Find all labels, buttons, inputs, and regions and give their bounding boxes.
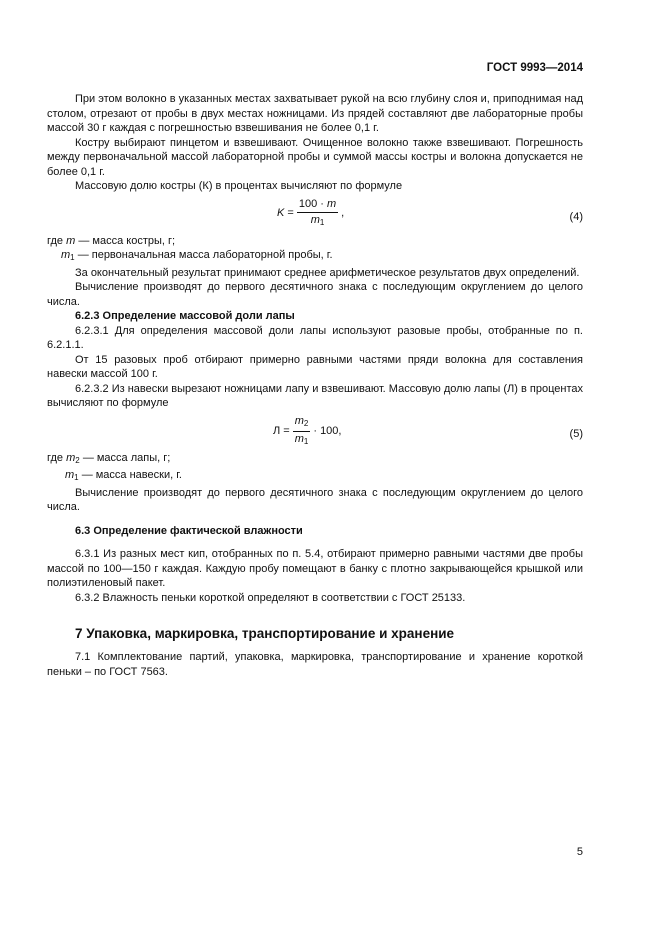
where-4-line-2: $m_1$ — первоначальная масса лабораторной пробы, г. [61,249,333,262]
formula-4-expression [277,198,344,229]
paragraph-7-1: 7.1 Комплектование партий, упаковка, маркировка, транспортирование и хранение короткой пеньки – по ГОСТ 7563. [47,651,583,678]
formula-5-lhs: Л [273,424,281,437]
section-heading-7: 7 Упаковка, маркировка, транспортирование и хранение [75,626,455,641]
paragraph-final-result: За окончательный результат принимают среднее арифметическое результатов двух определений. [75,266,580,279]
section-heading-6-3: 6.3 Определение фактической влажности [75,524,303,537]
formula-5-eq: = [283,424,290,437]
where-5-line-2: $m_1$ — масса навески, г. [65,469,182,482]
formula-5-number: (5) [569,427,583,440]
paragraph-15-samples: От 15 разовых проб отбирают примерно равными частями пряди волокна для составления навески массой 100 г. [47,353,583,380]
formula-4-tail: , [341,206,345,219]
formula-5-fraction [293,415,311,448]
paragraph-6-2-3-2: 6.2.3.2 Из навески вырезают ножницами лапу и взвешивают. Массовую долю лапы (Л) в процентах вычисляют по формуле [47,382,583,409]
paragraph-6-2-3-1: 6.2.3.1 Для определения массовой доли лапы используют разовые пробы, отобранные по п. 6.2.1.1. [47,324,583,351]
formula-5-expression [273,415,341,448]
document-code-header: ГОСТ 9993—2014 [486,62,583,74]
document-body [47,92,583,679]
page-number: 5 [576,846,583,858]
paragraph-shive-weighing: Костру выбирают пинцетом и взвешивают. Очищенное волокно также взвешивают. Погрешность между первоначальной массой лабораторной пробы и суммой массы костры и волокна допускается не более 0,1 г. [47,136,583,178]
formula-5-denominator: $m_1$ [294,432,309,446]
paragraph-fiber-sampling: При этом волокно в указанных местах захватывает рукой на всю глубину слоя и, приподнимая над столом, отрезают от пробы в двух местах ножницами. Из прядей составляют две лабораторные пробы массой 30 г каждая с погрешностью взвешивания не более 0,1 г. [47,93,583,134]
paragraph-6-3-1: 6.3.1 Из разных мест кип, отобранных по п. 5.4, отбирают примерно равными частями две пробы массой по 100—150 г каждая. Каждую пробу помещают в банку с плотно закрывающейся крышкой или полиэтиленовый пакет. [47,548,583,589]
paragraph-6-3-2: 6.3.2 Влажность пеньки короткой определяют в соответствии с ГОСТ 25133. [75,591,466,604]
formula-4-eq: = [287,206,294,219]
where-5-line-1: где $m_2$ — масса лапы, г; [47,451,171,465]
paragraph-shive-formula-intro: Массовую долю костры (К) в процентах вычисляют по формуле [75,180,403,192]
formula-4-fraction [297,198,338,229]
section-heading-6-2-3: 6.2.3 Определение массовой доли лапы [75,310,295,322]
formula-5-tail: · 100, [313,424,342,437]
formula-4-number: (4) [569,210,583,223]
formula-4 [47,194,583,234]
paragraph-rounding-2: Вычисление производят до первого десятичного знака с последующим округлением до целого числа. [47,486,583,513]
where-4-line-1: где m — масса костры, г; [47,234,176,247]
formula-5 [47,411,583,451]
formula-4-numerator: 100 · m [297,198,338,213]
paragraph-rounding-1: Вычисление производят до первого десятичного знака с последующим округлением до целого числа. [47,281,583,308]
formula-5-numerator: $m_2$ [293,415,311,432]
formula-4-denominator: $m_1$ [310,213,325,227]
formula-4-lhs: K [277,206,285,219]
